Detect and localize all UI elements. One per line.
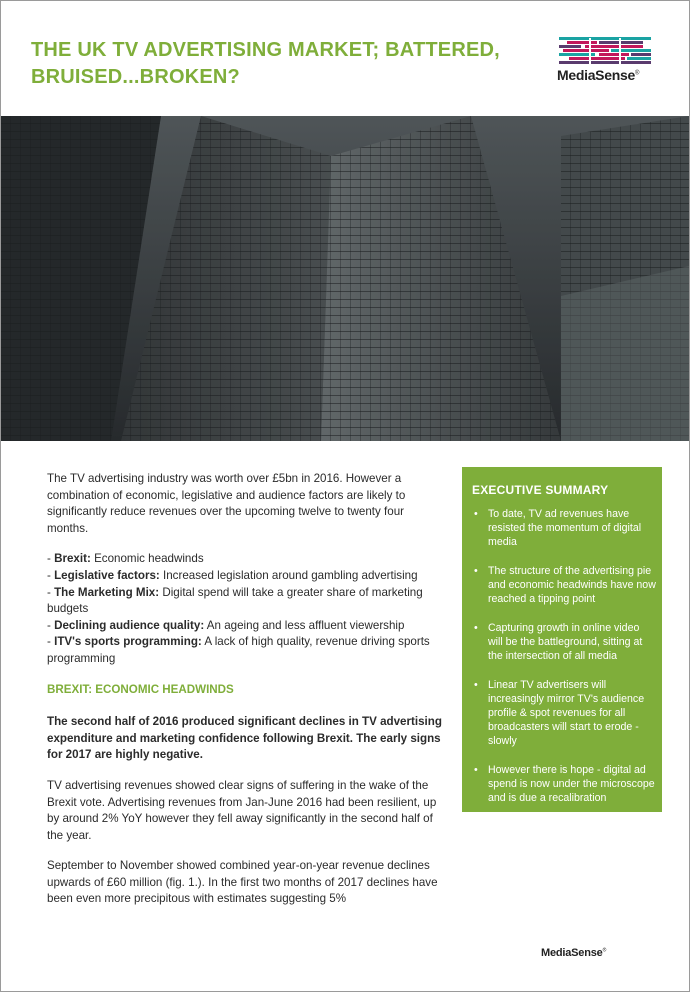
bullet-icon: • [474, 622, 478, 634]
bullet-icon: • [474, 565, 478, 577]
summary-item: • Capturing growth in online video will be the battleground, sitting at the intersection of all media [474, 622, 643, 662]
brexit-paragraph-1: TV advertising revenues showed clear signs of suffering in the wake of the Brexit vote. Advertising revenues from Jan-June 2016 had been resilient, up by around 2% YoY however they fell away significantly in the second half of the year. [47, 778, 437, 842]
page-title [31, 37, 531, 91]
factors-list [47, 551, 445, 667]
factor-item: - ITV's sports programming: A lack of high quality, revenue driving sports programming [47, 635, 430, 665]
factor-item: - Brexit: Economic headwinds [47, 552, 204, 566]
bullet-icon: • [474, 679, 478, 691]
title-line-1: THE UK TV ADVERTISING MARKET; BATTERED, [31, 39, 500, 61]
executive-summary-list [474, 507, 656, 820]
logo-bars-graphic [559, 37, 651, 64]
executive-summary-heading: EXECUTIVE SUMMARY [472, 483, 609, 497]
executive-summary-box [462, 467, 662, 812]
summary-item: • Linear TV advertisers will increasingly mirror TV's audience profile & spot revenues for all broadcasters will start to erode - slowly [474, 679, 645, 747]
factor-item: - Legislative factors: Increased legislation around gambling advertising [47, 568, 418, 582]
bullet-icon: • [474, 508, 478, 520]
intro-paragraph: The TV advertising industry was worth over £5bn in 2016. However a combination of economic, legislative and audience factors are likely to significantly reduce revenues over the upcoming twelve to twenty four months. [47, 472, 406, 535]
factor-item: - The Marketing Mix: Digital spend will take a greater share of marketing budgets [47, 585, 423, 616]
summary-item: • To date, TV ad revenues have resisted the momentum of digital media [474, 508, 642, 548]
brexit-paragraph-2: September to November showed combined year-on-year revenue declines upwards of £60 million (fig. 1.). In the first two months of 2017 declines have been even more precipitous with estimates suggesting 5% [47, 859, 438, 906]
summary-item: • However there is hope - digital ad spend is now under the microscope and is due a recalibration [474, 764, 655, 804]
mediasense-logo [557, 37, 653, 89]
logo-wordmark: MediaSense® [557, 67, 640, 83]
brexit-lead-paragraph: The second half of 2016 produced significant declines in TV advertising expenditure and marketing confidence following Brexit. The early signs for 2017 are highly negative. [47, 715, 442, 762]
brexit-section-heading: BREXIT: ECONOMIC HEADWINDS [47, 682, 234, 696]
hero-building-photo [1, 116, 689, 441]
footer-logo: MediaSense® [541, 947, 607, 959]
factor-item: - Declining audience quality: An ageing and less affluent viewership [47, 618, 405, 632]
title-line-2: BRUISED...BROKEN? [31, 66, 240, 88]
summary-item: • The structure of the advertising pie and economic headwinds have now reached a tipping point [474, 565, 656, 605]
bullet-icon: • [474, 764, 478, 776]
main-article [47, 471, 445, 922]
